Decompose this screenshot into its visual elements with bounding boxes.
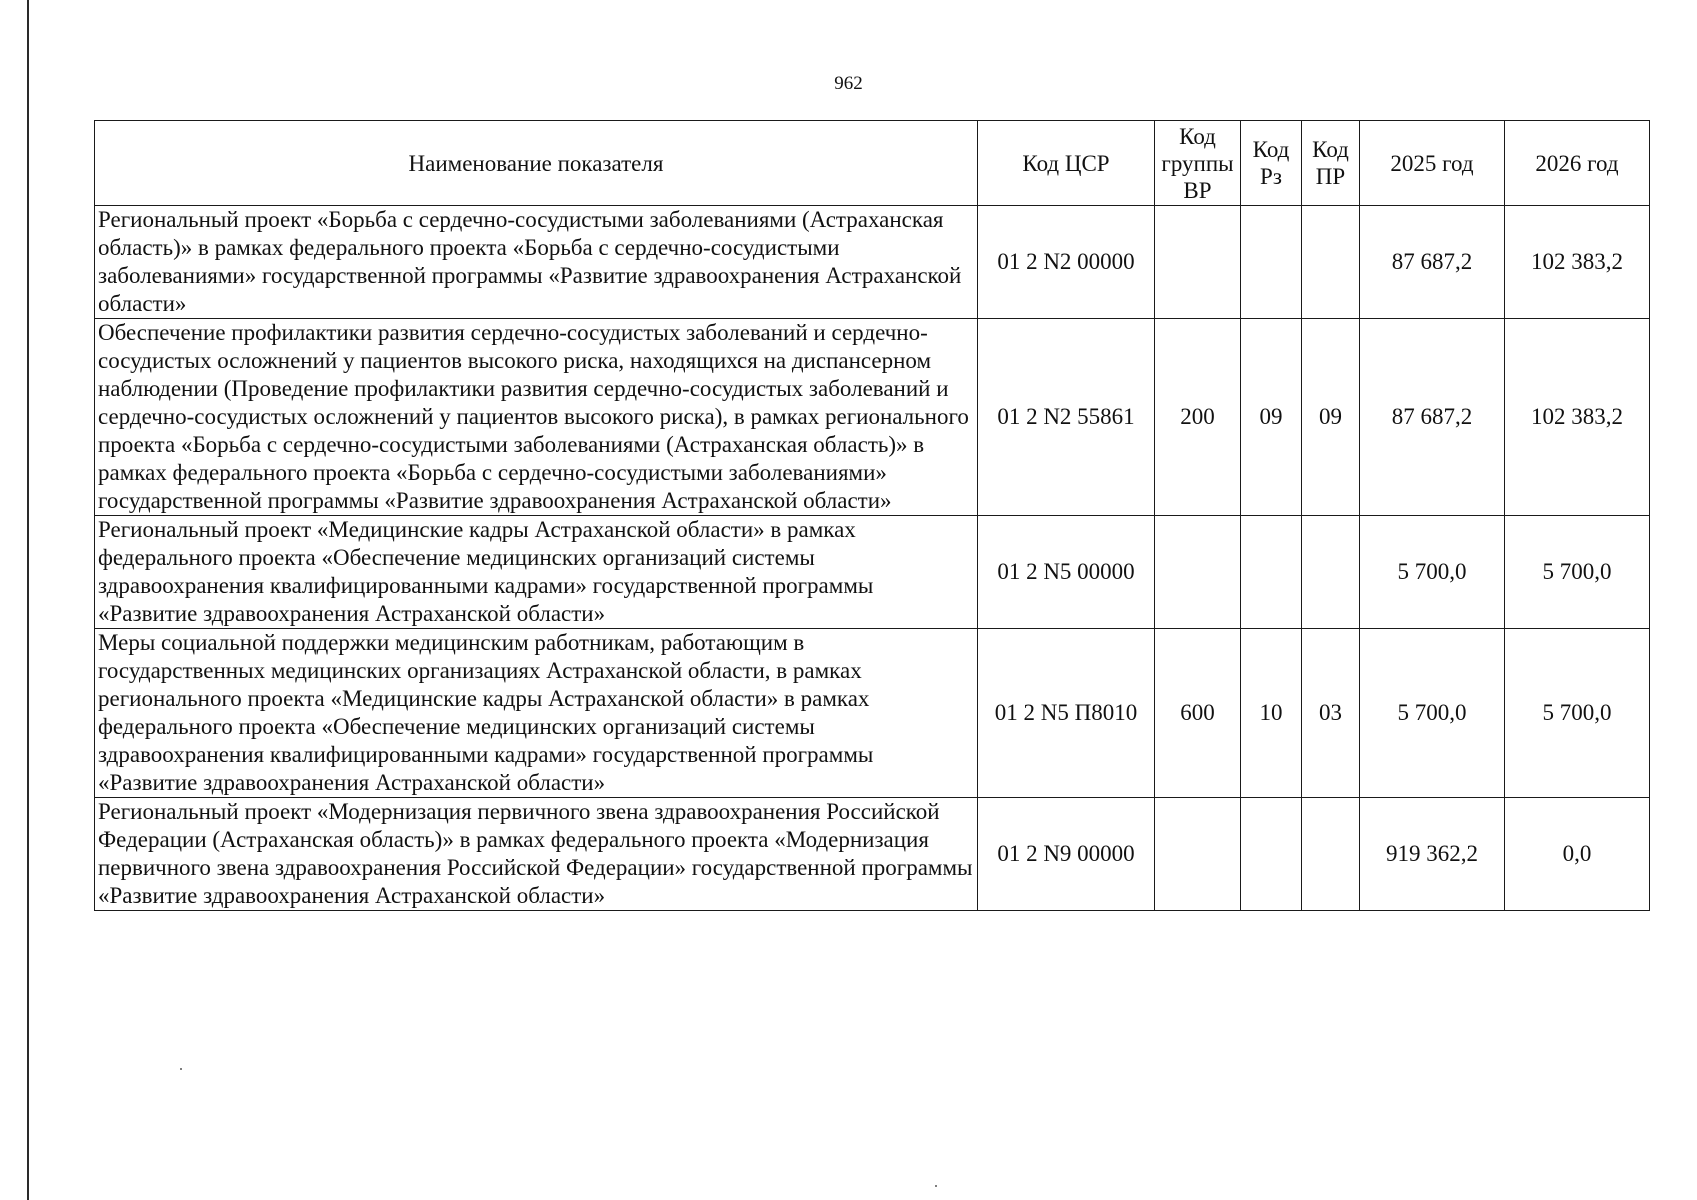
table-row xyxy=(95,798,1650,911)
row-vr xyxy=(1155,516,1241,629)
table-header xyxy=(95,121,1650,206)
table-body xyxy=(95,206,1650,911)
header-csr: Код ЦСР xyxy=(978,121,1155,206)
row-2025: 919 362,2 xyxy=(1360,798,1505,911)
header-2026: 2026 год xyxy=(1505,121,1650,206)
row-2026: 5 700,0 xyxy=(1505,629,1650,798)
row-name: Региональный проект «Борьба с сердечно-сосудистыми заболеваниями (Астраханская область)» в рамках федерального проекта «Борьба с сердечно-сосудистыми заболеваниями» государственной программы «Развитие здравоохранения Астраханской области» xyxy=(95,206,978,319)
row-pr: 09 xyxy=(1302,319,1360,516)
row-2025: 87 687,2 xyxy=(1360,206,1505,319)
row-2026: 5 700,0 xyxy=(1505,516,1650,629)
table-row xyxy=(95,206,1650,319)
row-vr xyxy=(1155,798,1241,911)
row-vr: 600 xyxy=(1155,629,1241,798)
row-2026: 102 383,2 xyxy=(1505,319,1650,516)
row-2025: 87 687,2 xyxy=(1360,319,1505,516)
header-rz: Код Рз xyxy=(1241,121,1302,206)
header-2025: 2025 год xyxy=(1360,121,1505,206)
scan-speck xyxy=(935,1185,937,1187)
row-rz xyxy=(1241,206,1302,319)
header-name: Наименование показателя xyxy=(95,121,978,206)
header-vr: Код группы ВР xyxy=(1155,121,1241,206)
row-pr xyxy=(1302,206,1360,319)
scan-edge-line xyxy=(27,0,29,1200)
row-rz xyxy=(1241,798,1302,911)
row-csr: 01 2 N9 00000 xyxy=(978,798,1155,911)
row-csr: 01 2 N2 55861 xyxy=(978,319,1155,516)
row-name: Региональный проект «Медицинские кадры Астраханской области» в рамках федерального проекта «Обеспечение медицинских организаций системы здравоохранения квалифицированными кадрами» государственной программы «Развитие здравоохранения Астраханской области» xyxy=(95,516,978,629)
scan-speck xyxy=(180,1068,182,1070)
header-row xyxy=(95,121,1650,206)
row-2026: 0,0 xyxy=(1505,798,1650,911)
row-name: Меры социальной поддержки медицинским работникам, работающим в государственных медицинских организациях Астраханской области, в рамках регионального проекта «Медицинские кадры Астраханской области» в рамках федерального проекта «Обеспечение медицинских организаций системы здравоохранения квалифицированными кадрами» государственной программы «Развитие здравоохранения Астраханской области» xyxy=(95,629,978,798)
row-csr: 01 2 N5 П8010 xyxy=(978,629,1155,798)
budget-table xyxy=(94,120,1650,911)
row-pr xyxy=(1302,798,1360,911)
row-name: Региональный проект «Модернизация первичного звена здравоохранения Российской Федерации (Астраханская область)» в рамках федерального проекта «Модернизация первичного звена здравоохранения Российской Федерации» государственной программы «Развитие здравоохранения Астраханской области» xyxy=(95,798,978,911)
table-row xyxy=(95,516,1650,629)
table-row xyxy=(95,319,1650,516)
row-rz xyxy=(1241,516,1302,629)
header-pr: Код ПР xyxy=(1302,121,1360,206)
row-vr: 200 xyxy=(1155,319,1241,516)
row-csr: 01 2 N2 00000 xyxy=(978,206,1155,319)
row-vr xyxy=(1155,206,1241,319)
row-2025: 5 700,0 xyxy=(1360,516,1505,629)
row-csr: 01 2 N5 00000 xyxy=(978,516,1155,629)
row-2025: 5 700,0 xyxy=(1360,629,1505,798)
row-rz: 10 xyxy=(1241,629,1302,798)
row-rz: 09 xyxy=(1241,319,1302,516)
row-name: Обеспечение профилактики развития сердечно-сосудистых заболеваний и сердечно-сосудистых осложнений у пациентов высокого риска, находящихся на диспансерном наблюдении (Проведение профилактики развития сердечно-сосудистых заболеваний и сердечно-сосудистых осложнений у пациентов высокого риска), в рамках регионального проекта «Борьба с сердечно-сосудистыми заболеваниями (Астраханская область)» в рамках федерального проекта «Борьба с сердечно-сосудистыми заболеваниями» государственной программы «Развитие здравоохранения Астраханской области» xyxy=(95,319,978,516)
row-2026: 102 383,2 xyxy=(1505,206,1650,319)
row-pr: 03 xyxy=(1302,629,1360,798)
page-number: 962 xyxy=(834,73,863,94)
table-row xyxy=(95,629,1650,798)
row-pr xyxy=(1302,516,1360,629)
